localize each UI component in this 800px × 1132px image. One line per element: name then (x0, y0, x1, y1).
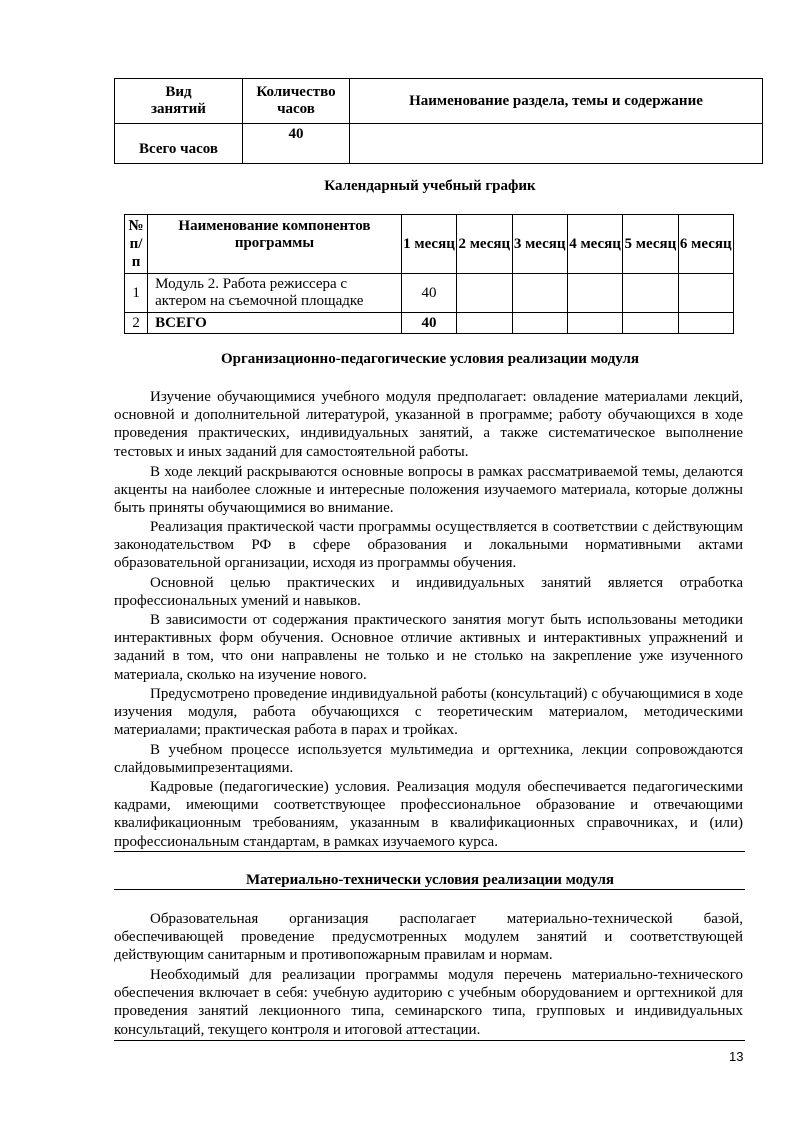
org-section-title: Организационно-педагогические условия реализации модуля (220, 351, 639, 367)
divider (114, 889, 745, 890)
schedule-row-num: 1 (125, 274, 148, 313)
hours-table-header-row (115, 79, 763, 124)
divider (114, 851, 745, 852)
mt-paragraph-1: Образовательная организация располагает материально-технической базой, обеспечивающей проведение предусмотренных модулем занятий и соответствующей действующим санитарным и противопожарным правилам и нормам. (114, 911, 743, 964)
hours-table-header-type: Вид занятий (115, 79, 243, 124)
org-paragraph-3: Реализация практической части программы осуществляется в соответствии с действующим законодательством РФ в сфере образования и локальными нормативными актами образовательной организации, исходя из программы обучения. (114, 519, 743, 572)
schedule-header-month-6: 6 месяц (678, 215, 733, 274)
org-paragraph-7: В учебном процессе используется мультимедиа и оргтехника, лекции сопровождаются слайдовымипрезентациями. (114, 742, 743, 777)
schedule-header-month-2: 2 месяц (457, 215, 512, 274)
org-paragraph-5: В зависимости от содержания практического занятия могут быть использованы методики интерактивных форм обучения. Основное отличие активных и интерактивных упражнений и заданий в том, что они направлены не только и не столько на закрепление уже изученного материала, сколько на изучение нового. (114, 612, 743, 683)
hours-table-header-content: Наименование раздела, темы и содержание (350, 79, 763, 124)
table-row (125, 313, 734, 334)
schedule-row-month-1: 40 (401, 313, 456, 334)
hours-table (114, 78, 763, 164)
org-paragraph-1: Изучение обучающимися учебного модуля предполагает: овладение материалами лекций, основной и дополнительной литературой, указанной в программе; работу обучающихся в ходе проведения практических, индивидуальных занятий, а также систематическое выполнение тестовых и иных заданий для самостоятельной работы. (114, 389, 743, 460)
schedule-row-month-2 (457, 274, 512, 313)
hours-table-total-content (350, 124, 763, 164)
schedule-row-month-3 (512, 313, 567, 334)
table-row (125, 274, 734, 313)
org-paragraph-4: Основной целью практических и индивидуальных занятий является отработка профессиональных умений и навыков. (114, 575, 743, 610)
schedule-table (124, 214, 734, 334)
schedule-row-month-5 (623, 274, 678, 313)
org-paragraph-2: В ходе лекций раскрываются основные вопросы в рамках рассматриваемой темы, делаются акценты на наиболее сложные и интересные положения изучаемого материала, которые должны быть приняты обучающимися во внимание. (114, 464, 743, 517)
hours-table-total-label: Всего часов (115, 124, 243, 164)
schedule-header-name: Наименование компонентов программы (148, 215, 402, 274)
schedule-header-num: № п/ п (125, 215, 148, 274)
hours-table-header-hours: Количество часов (243, 79, 350, 124)
schedule-row-name: Модуль 2. Работа режиссера с актером на съемочной площадке (148, 274, 402, 313)
schedule-row-num: 2 (125, 313, 148, 334)
schedule-header-month-3: 3 месяц (512, 215, 567, 274)
org-paragraph-8: Кадровые (педагогические) условия. Реализация модуля обеспечивается педагогическими кадрами, имеющими соответствующее профессиональное образование и отвечающими квалификационным требованиям, указанным в квалификационных справочниках, и (или) профессиональным стандартам, в рамках изучаемого курса. (114, 779, 743, 850)
schedule-header-row (125, 215, 734, 274)
schedule-row-month-4 (567, 274, 622, 313)
schedule-row-month-5 (623, 313, 678, 334)
hours-table-total-value: 40 (243, 124, 350, 164)
hours-table-row (115, 124, 763, 164)
mt-section-title: Материально-технически условия реализации модуля (246, 872, 614, 888)
divider (114, 1040, 745, 1041)
schedule-title: Календарный учебный график (324, 178, 536, 194)
schedule-row-month-2 (457, 313, 512, 334)
schedule-row-month-1: 40 (401, 274, 456, 313)
schedule-row-month-6 (678, 274, 733, 313)
schedule-row-month-6 (678, 313, 733, 334)
mt-paragraph-2: Необходимый для реализации программы модуля перечень материально-технического обеспечения включает в себя: учебную аудиторию с учебным оборудованием и оргтехникой для проведения занятий лекционного типа, семинарского типа, групповых и индивидуальных консультаций, текущего контроля и итоговой аттестации. (114, 967, 743, 1038)
schedule-row-month-3 (512, 274, 567, 313)
schedule-header-month-1: 1 месяц (401, 215, 456, 274)
schedule-row-name: ВСЕГО (148, 313, 402, 334)
schedule-header-month-5: 5 месяц (623, 215, 678, 274)
page-number: 13 (729, 1049, 744, 1064)
org-paragraph-6: Предусмотрено проведение индивидуальной работы (консультаций) с обучающимися в ходе изучения модуля, работа обучающихся с теоретическим материалом, методическими материалами; практическая работа в парах и тройках. (114, 686, 743, 739)
schedule-header-month-4: 4 месяц (567, 215, 622, 274)
schedule-row-month-4 (567, 313, 622, 334)
